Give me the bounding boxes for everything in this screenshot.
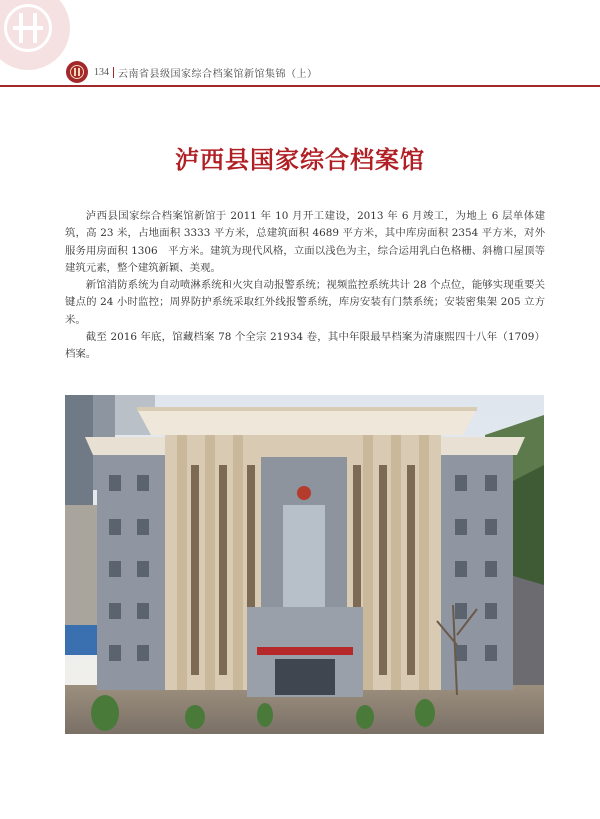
paragraph: 新馆消防系统为自动喷淋系统和火灾自动报警系统；视频监控系统共计 28 个点位，能够实现重要关键点的 24 小时监控；周界防护系统采取红外线报警系统，库房安装有门禁系统；安装密集架 205 立方米。 bbox=[65, 279, 545, 326]
seal-watermark bbox=[0, 0, 70, 70]
header-rule bbox=[0, 85, 600, 87]
header-separator bbox=[113, 67, 114, 78]
body-text bbox=[65, 208, 545, 364]
page-title: 泸西县国家综合档案馆 bbox=[175, 145, 425, 174]
building-photo bbox=[65, 395, 544, 734]
archive-logo-icon bbox=[66, 61, 88, 83]
running-title: 云南省县级国家综合档案馆新馆集锦（上） bbox=[118, 68, 318, 80]
page-number: 134 bbox=[94, 66, 109, 78]
paragraph: 泸西县国家综合档案馆新馆于 2011 年 10 月开工建设，2013 年 6 月竣工，为地上 6 层单体建筑，高 23 米，占地面积 3333 平方米，总建筑面积 4689 平方米，其中库房面积 2354 平方米，对外服务用房面积 1306 平方米。建筑为现代风格，立面以浅色为主，综合运用乳白色格栅、斜檐口屋顶等建筑元素，整个建筑新颖、美观。 bbox=[65, 210, 545, 274]
paragraph: 截至 2016 年底，馆藏档案 78 个全宗 21934 卷，其中年限最早档案为清康熙四十八年（1709）档案。 bbox=[65, 331, 545, 361]
running-header bbox=[66, 60, 318, 84]
